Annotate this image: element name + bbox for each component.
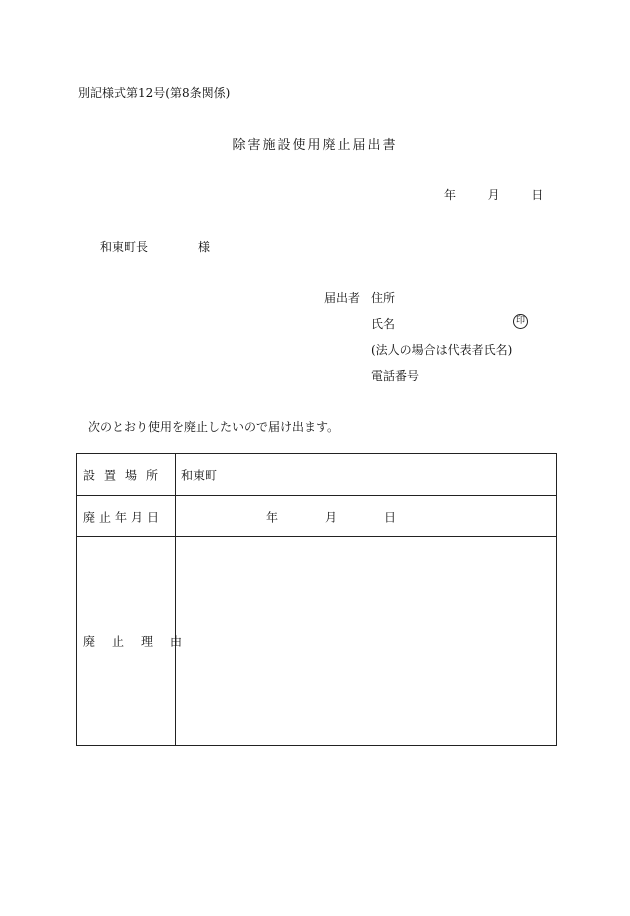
location-label: 設置場所	[83, 468, 168, 483]
column-divider	[175, 496, 176, 537]
abolish-year-label: 年	[266, 510, 279, 524]
document-title: 除害施設使用廃止届出書	[232, 138, 398, 153]
reason-label: 廃止理由	[83, 634, 200, 649]
corporate-note: (法人の場合は代表者氏名)	[371, 343, 513, 357]
date-month-label: 月	[487, 188, 500, 202]
table-row-date	[77, 495, 556, 537]
column-divider	[175, 454, 176, 496]
date-day-label: 日	[531, 188, 544, 202]
abolish-month-label: 月	[325, 510, 338, 524]
statement-text: 次のとおり使用を廃止したいので届け出ます。	[88, 420, 340, 434]
seal-mark: 印	[513, 314, 528, 329]
applicant-address-label: 住所	[371, 291, 396, 305]
form-table	[76, 453, 557, 746]
addressee	[100, 238, 210, 255]
abolish-day-label: 日	[384, 510, 397, 524]
table-row-location	[77, 454, 556, 496]
addressee-honorific: 様	[198, 240, 211, 254]
table-row-reason	[77, 536, 556, 745]
applicant-name-label: 氏名	[371, 317, 396, 331]
location-value: 和東町	[181, 468, 218, 483]
applicant-phone-label: 電話番号	[371, 369, 420, 383]
form-reference: 別記様式第12号(第8条関係)	[78, 86, 231, 100]
applicant-label: 届出者	[324, 291, 361, 305]
date-label: 廃止年月日	[83, 510, 164, 524]
date-line	[444, 186, 543, 203]
date-year-label: 年	[444, 188, 457, 202]
addressee-name: 和東町長	[100, 240, 149, 254]
